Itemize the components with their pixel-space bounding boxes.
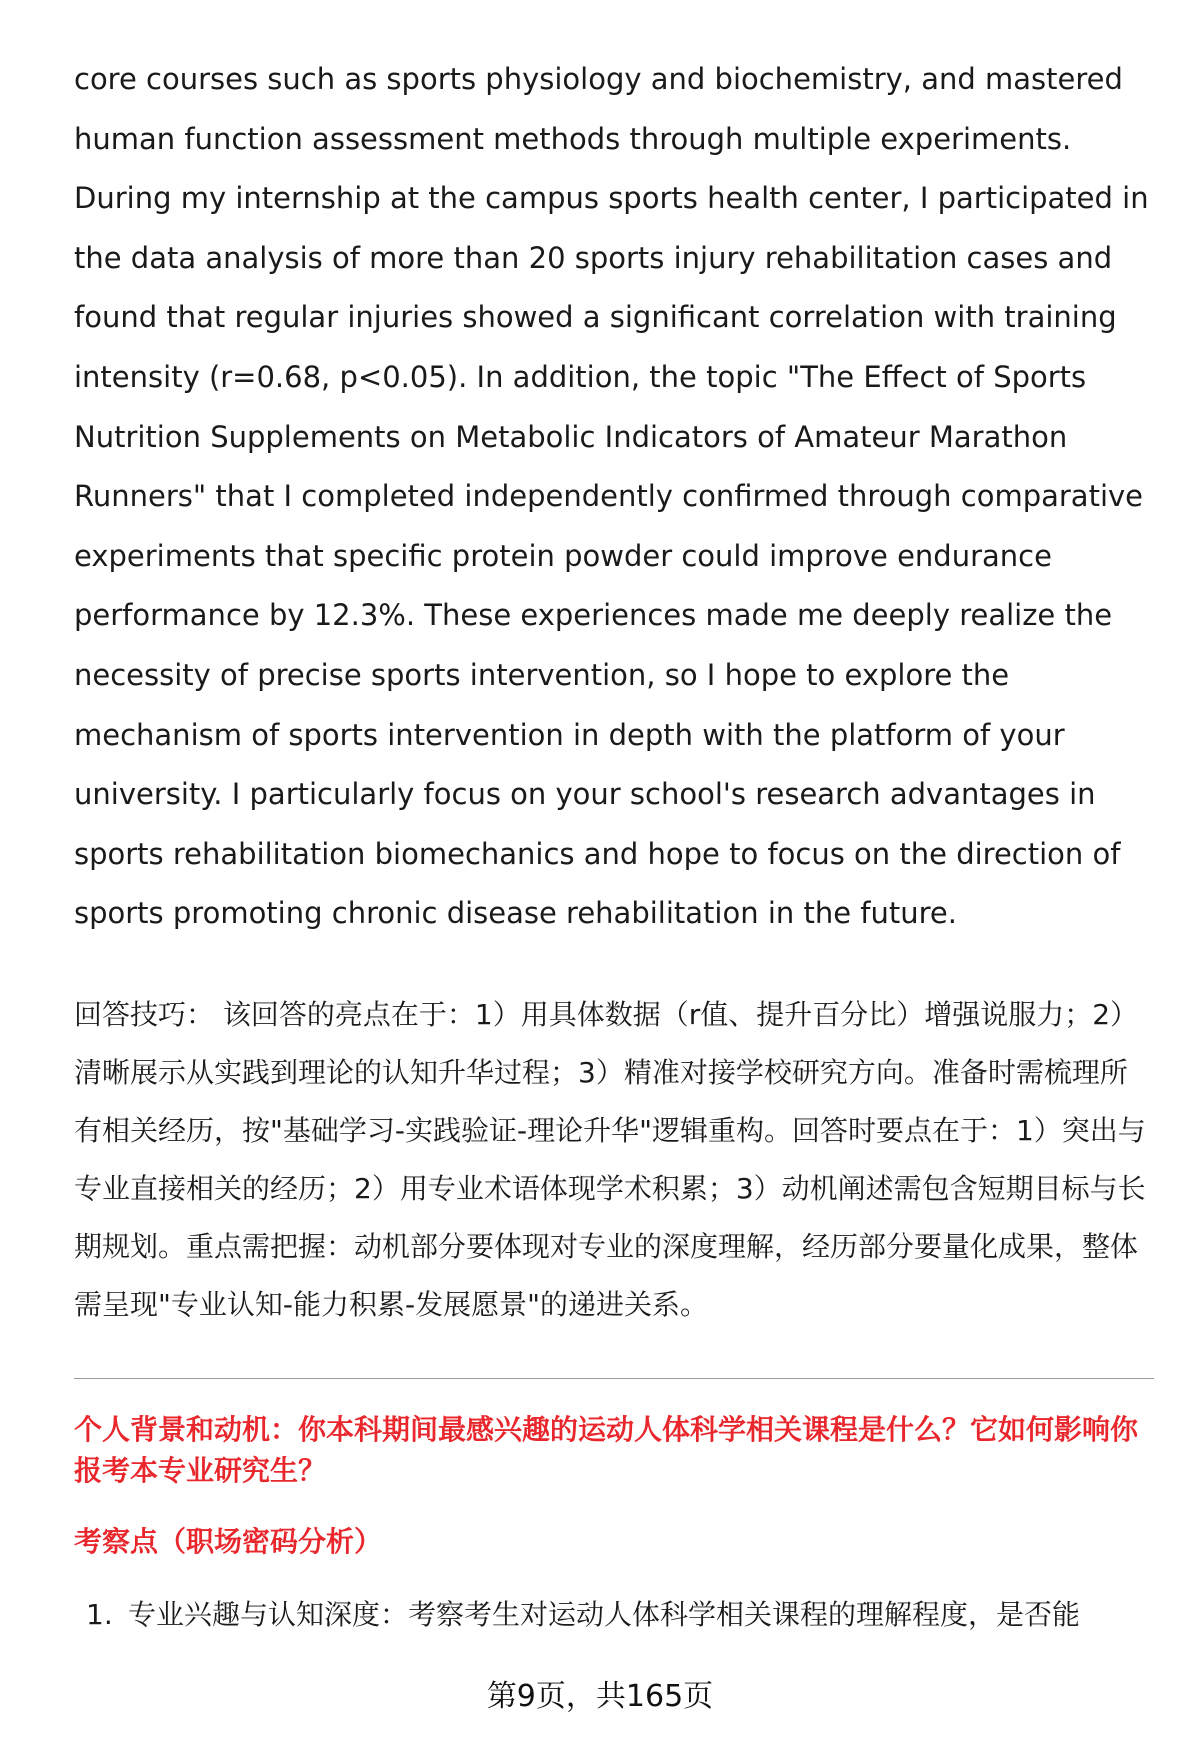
assessment-point-list [74, 1586, 1154, 1644]
question-heading: 个人背景和动机：你本科期间最感兴趣的运动人体科学相关课程是什么？它如何影响你报考本专业研究生？ [74, 1412, 1139, 1487]
assessment-heading: 考察点（职场密码分析） [74, 1524, 383, 1558]
point-text: 专业兴趣与认知深度：考察考生对运动人体科学相关课程的理解程度，是否能 [128, 1597, 1081, 1631]
assessment-point-item [74, 1586, 1154, 1644]
section-divider [74, 1378, 1154, 1379]
page-indicator: 第9页，共165页 [486, 1679, 714, 1714]
english-answer-paragraph: core courses such as sports physiology and biochemistry, and mastered human function assessment methods through multiple experiments. During my internship at the campus sports health center, I participated in the data analysis of more than 20 sports injury rehabilitation cases and found that regular injuries showed a significant correlation with training intensity (r=0.68, p<0.05). In addition, the topic "The Effect of Sports Nutrition Supplements on Metabolic Indicators of Amateur Marathon Runners" that I completed independently confirmed through comparative experiments that specific protein powder could improve endurance performance by 12.3%. These experiences made me deeply realize the necessity of precise sports intervention, so I hope to explore the mechanism of sports intervention in depth with the platform of your university. I particularly focus on your school's research advantages in sports rehabilitation biomechanics and hope to focus on the direction of sports promoting chronic disease rehabilitation in the future. [74, 62, 1149, 931]
point-number: 1. [86, 1597, 113, 1631]
answer-tips-paragraph: 回答技巧： 该回答的亮点在于：1）用具体数据（r值、提升百分比）增强说服力；2）清晰展示从实践到理论的认知升华过程；3）精准对接学校研究方向。准备时需梳理所有相关经历，按"基础学习-实践验证-理论升华"逻辑重构。回答时要点在于：1）突出与专业直接相关的经历；2）用专业术语体现学术积累；3）动机阐述需包含短期目标与长期规划。重点需把握：动机部分要体现对专业的深度理解，经历部分要量化成果，整体需呈现"专业认知-能力积累-发展愿景"的递进关系。 [74, 997, 1146, 1321]
document-page [74, 50, 1154, 1644]
